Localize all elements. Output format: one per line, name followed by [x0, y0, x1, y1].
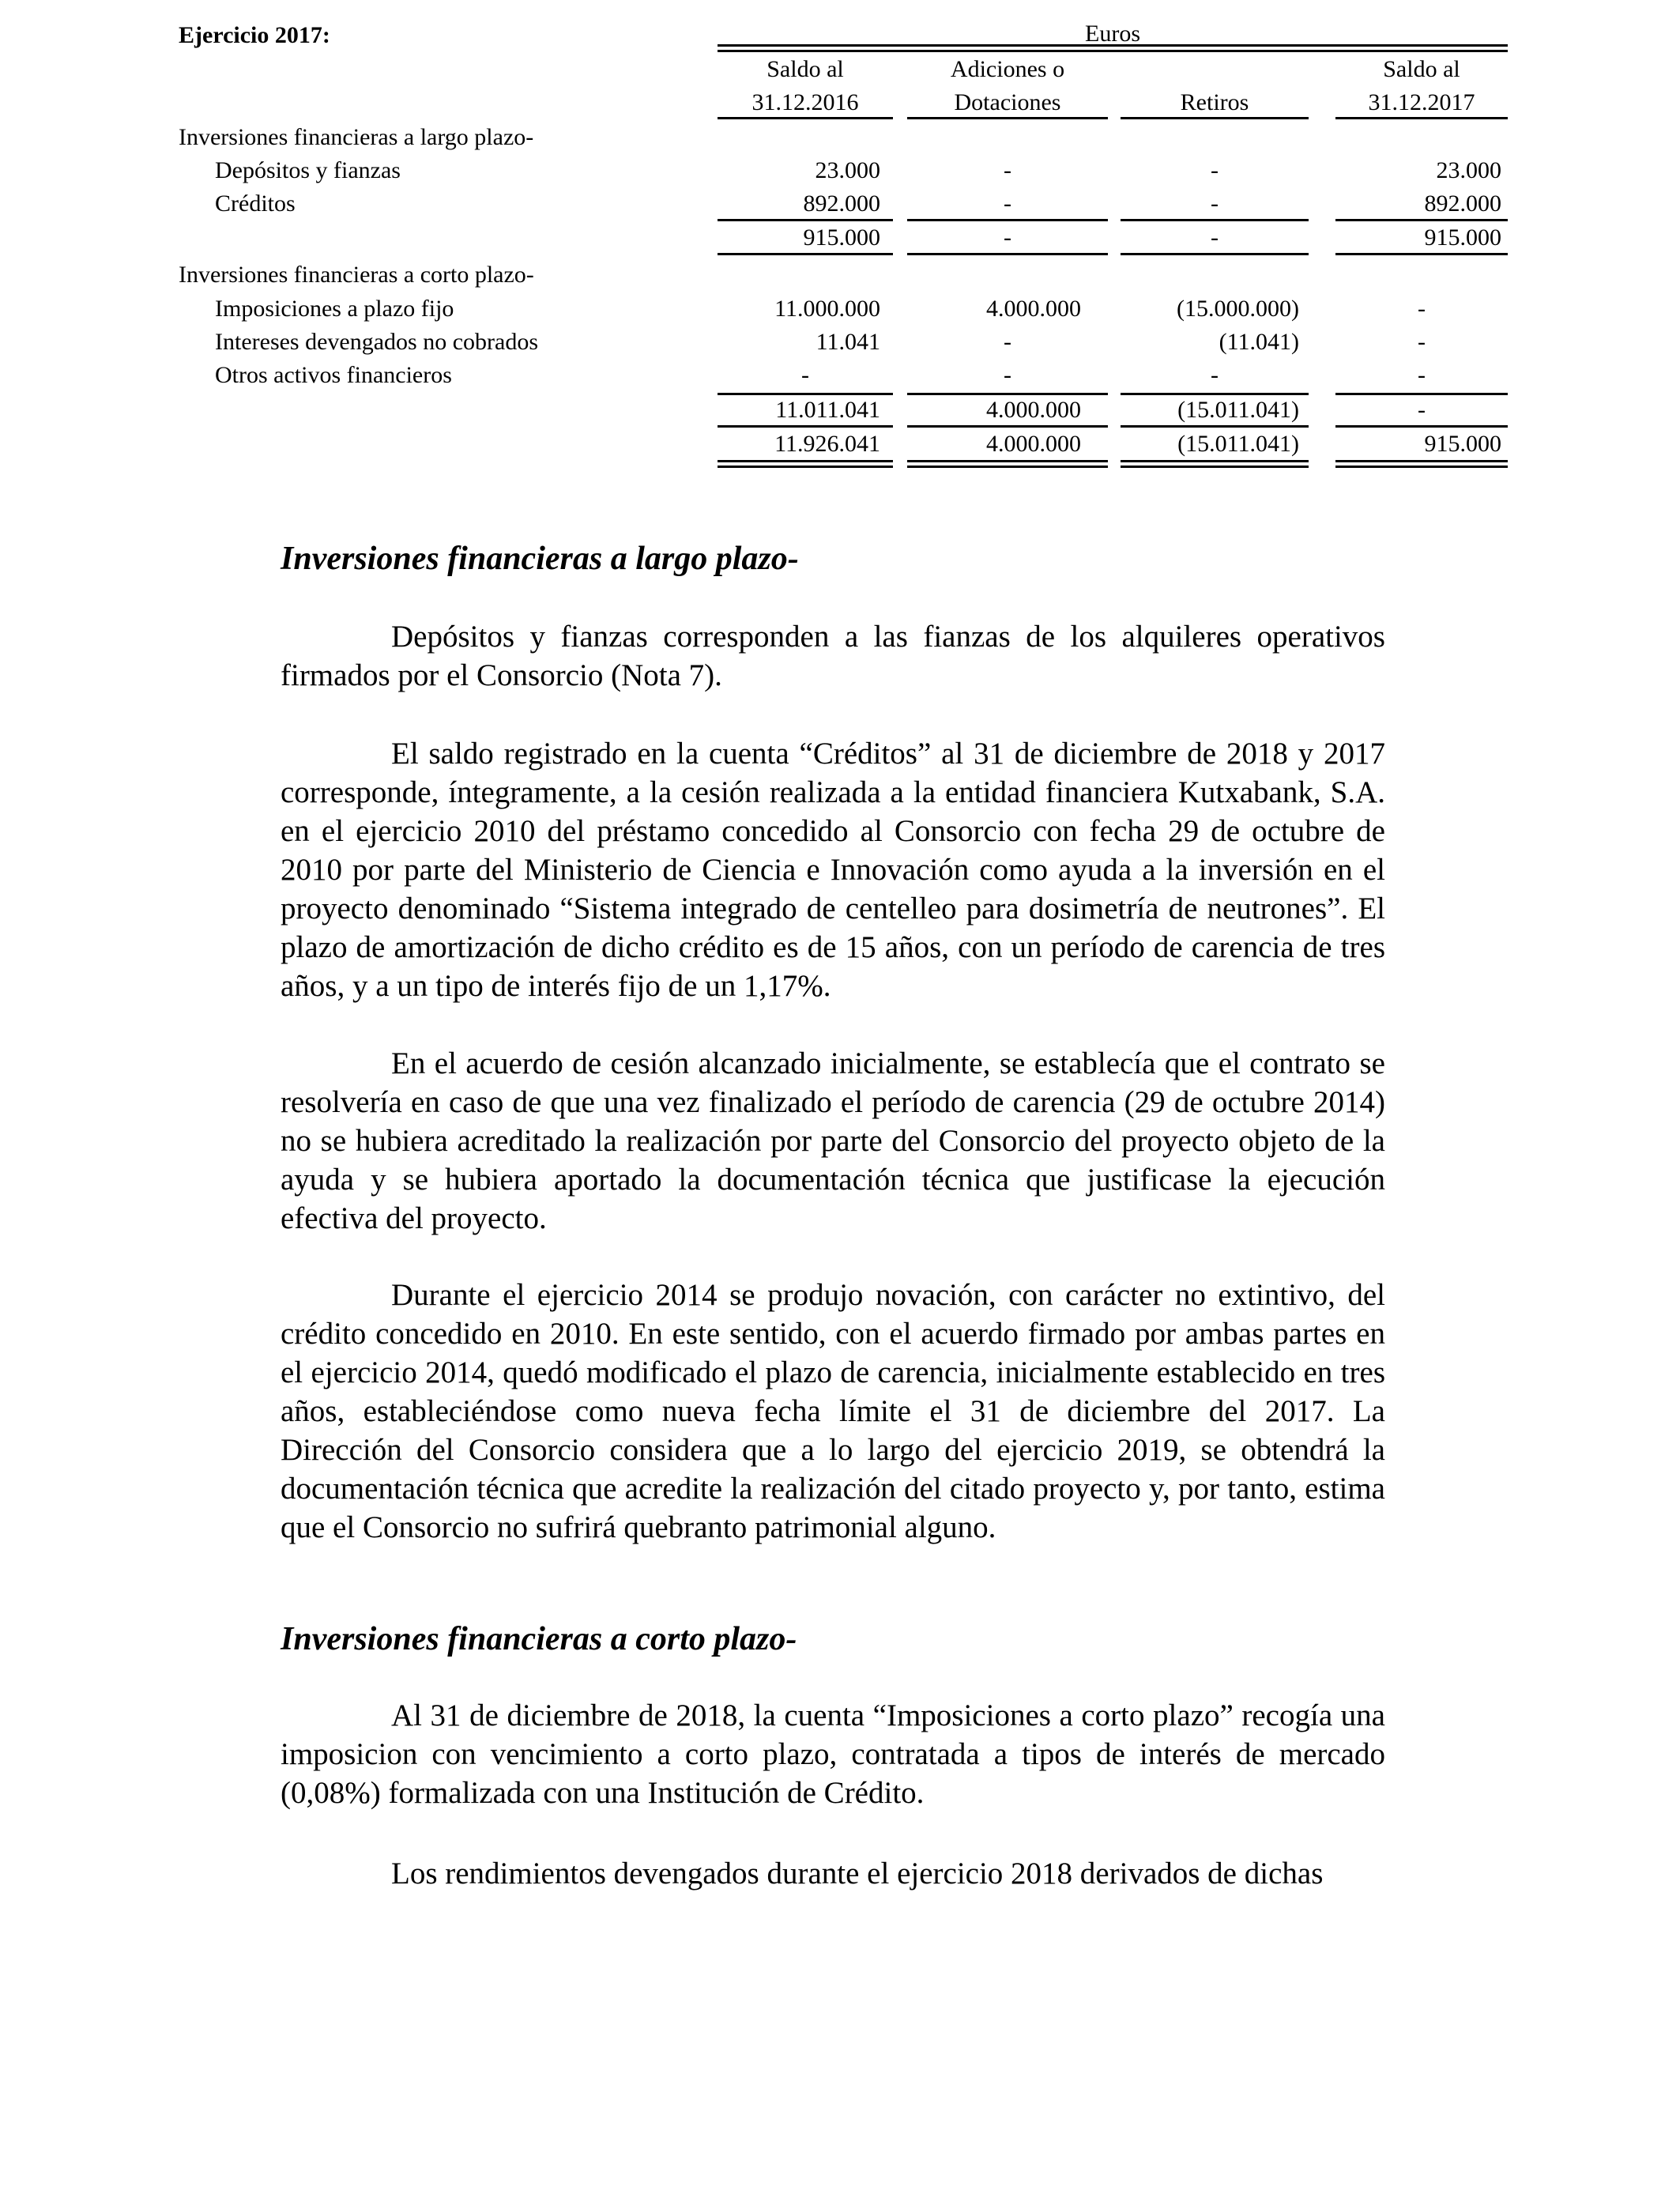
total-rule-2 [1121, 466, 1309, 468]
cell: - [1418, 362, 1426, 388]
cell: - [1211, 157, 1219, 183]
paragraph-creditos: El saldo registrado en la cuenta “Créditos” al 31 de diciembre de 2018 y 2017 corresponde, íntegramente, a la cesión realizada a la entidad financiera Kutxabank, S.A. en el ejercicio 2010 del préstamo concedido al Consorcio con fecha 29 de octubre de 2010 por parte del Ministerio de Ciencia e Innovación como ayuda a la inversión en el proyecto denominado “Sistema integrado de centelleo para dosimetría de neutrones”. El plazo de amortización de dicho crédito es de 15 años, con un período de carencia de tres años, y a un tipo de interés fijo de un 1,17%. [281, 737, 1385, 1003]
long-term-heading: Inversiones financieras a largo plazo- [281, 541, 799, 577]
cell: - [1418, 329, 1426, 355]
cell: (15.000.000) [1177, 296, 1299, 322]
cell: 892.000 [1424, 190, 1501, 217]
col4-header-rule [1335, 117, 1508, 119]
subtotal-rule [1121, 219, 1309, 221]
total-rule [1121, 460, 1309, 462]
paragraph-novacion: Durante el ejercicio 2014 se produjo novación, con carácter no extintivo, del crédito concedido en 2010. En este sentido, con el acuerdo firmado por ambas partes en el ejercicio 2014, quedó modificado el plazo de carencia, inicialmente establecido en tres años, estableciéndose como nueva fecha límite el 31 de diciembre del 2017. La Dirección del Consorcio considera que a lo largo del ejercicio 2019, se obtendrá la documentación técnica que acredite la realización del citado proyecto y, por tanto, estima que el Consorcio no sufrirá quebranto patrimonial alguno. [281, 1278, 1385, 1544]
subtotal-rule [907, 393, 1108, 395]
total-rule [907, 460, 1108, 462]
row-label-short-term: Inversiones financieras a corto plazo- [179, 262, 534, 288]
subtotal-underline [907, 253, 1108, 255]
subtotal-rule [718, 393, 893, 395]
cell: 11.926.041 [774, 431, 880, 457]
cell: 23.000 [815, 157, 880, 183]
subtotal-rule [1335, 393, 1508, 395]
paragraph-depositos: Depósitos y fianzas corresponden a las fianzas de los alquileres operativos firmados por el Consorcio (Nota 7). [281, 620, 1385, 692]
row-label-intereses: Intereses devengados no cobrados [215, 329, 539, 355]
subtotal-rule [907, 219, 1108, 221]
cell: (15.011.041) [1177, 397, 1299, 423]
cell: 11.011.041 [775, 397, 880, 423]
cell: - [1004, 157, 1011, 183]
total-rule [1335, 460, 1508, 462]
cell: - [1004, 190, 1011, 217]
cell: 915.000 [803, 224, 880, 251]
total-rule-2 [907, 466, 1108, 468]
cell: 23.000 [1436, 157, 1501, 183]
col3-header-rule [1121, 117, 1309, 119]
cell: 892.000 [803, 190, 880, 217]
cell: 915.000 [1424, 224, 1501, 251]
cell: 915.000 [1424, 431, 1501, 457]
cell: 4.000.000 [986, 431, 1081, 457]
total-rule-2 [718, 466, 893, 468]
subtotal-underline [1121, 425, 1309, 428]
cell: 11.000.000 [774, 296, 880, 322]
subtotal-rule [1335, 219, 1508, 221]
paragraph-imposiciones: Al 31 de diciembre de 2018, la cuenta “Imposiciones a corto plazo” recogía una imposicion con vencimiento a corto plazo, contratada a tipos de interés de mercado (0,08%) formalizada con una Institución de Crédito. [281, 1698, 1385, 1810]
subtotal-underline [718, 253, 893, 255]
header-rule-top-2 [718, 50, 1508, 52]
subtotal-underline [1335, 253, 1508, 255]
cell: - [1418, 296, 1426, 322]
cell: - [801, 362, 809, 388]
subtotal-underline [1121, 253, 1309, 255]
subtotal-underline [1335, 425, 1508, 428]
cell: - [1004, 224, 1011, 251]
cell: - [1004, 329, 1011, 355]
cell: (15.011.041) [1177, 431, 1299, 457]
table-title: Ejercicio 2017: [179, 22, 330, 48]
total-rule [718, 460, 893, 462]
col1-header-line1: Saldo al [767, 56, 844, 82]
col4-header-line2: 31.12.2017 [1368, 89, 1475, 115]
total-rule-2 [1335, 466, 1508, 468]
currency-label: Euros [1085, 21, 1140, 47]
cell: - [1211, 224, 1219, 251]
cell: (11.041) [1219, 329, 1299, 355]
cell: - [1418, 397, 1426, 423]
cell: - [1211, 190, 1219, 217]
paragraph-acuerdo-cesion: En el acuerdo de cesión alcanzado inicialmente, se establecía que el contrato se resolvería en caso de que una vez finalizado el período de carencia (29 de octubre 2014) no se hubiera acreditado la realización por parte del Consorcio del proyecto objeto de la ayuda y se hubiera aportado la documentación técnica que justificase la ejecución efectiva del proyecto. [281, 1046, 1385, 1235]
cell: - [1211, 362, 1219, 388]
row-label-long-term: Inversiones financieras a largo plazo- [179, 124, 534, 150]
subtotal-rule [1121, 393, 1309, 395]
subtotal-rule [718, 219, 893, 221]
col1-header-line2: 31.12.2016 [751, 89, 859, 115]
row-label-imposiciones: Imposiciones a plazo fijo [215, 296, 454, 322]
row-label-creditos: Créditos [215, 190, 296, 217]
col2-header-rule [907, 117, 1108, 119]
cell: 4.000.000 [986, 296, 1081, 322]
col2-header-line1: Adiciones o [950, 56, 1065, 82]
movements-table [0, 0, 1680, 474]
subtotal-underline [718, 425, 893, 428]
cell: 11.041 [816, 329, 880, 355]
col3-header-line2: Retiros [1180, 89, 1249, 115]
short-term-heading: Inversiones financieras a corto plazo- [281, 1621, 797, 1657]
row-label-otros: Otros activos financieros [215, 362, 452, 388]
subtotal-underline [907, 425, 1108, 428]
cell: 4.000.000 [986, 397, 1081, 423]
col1-header-rule [718, 117, 893, 119]
col4-header-line1: Saldo al [1383, 56, 1460, 82]
row-label-depositos: Depósitos y fianzas [215, 157, 401, 183]
paragraph-rendimientos: Los rendimientos devengados durante el ejercicio 2018 derivados de dichas [391, 1857, 1324, 1891]
cell: - [1004, 362, 1011, 388]
col2-header-line2: Dotaciones [954, 89, 1061, 115]
